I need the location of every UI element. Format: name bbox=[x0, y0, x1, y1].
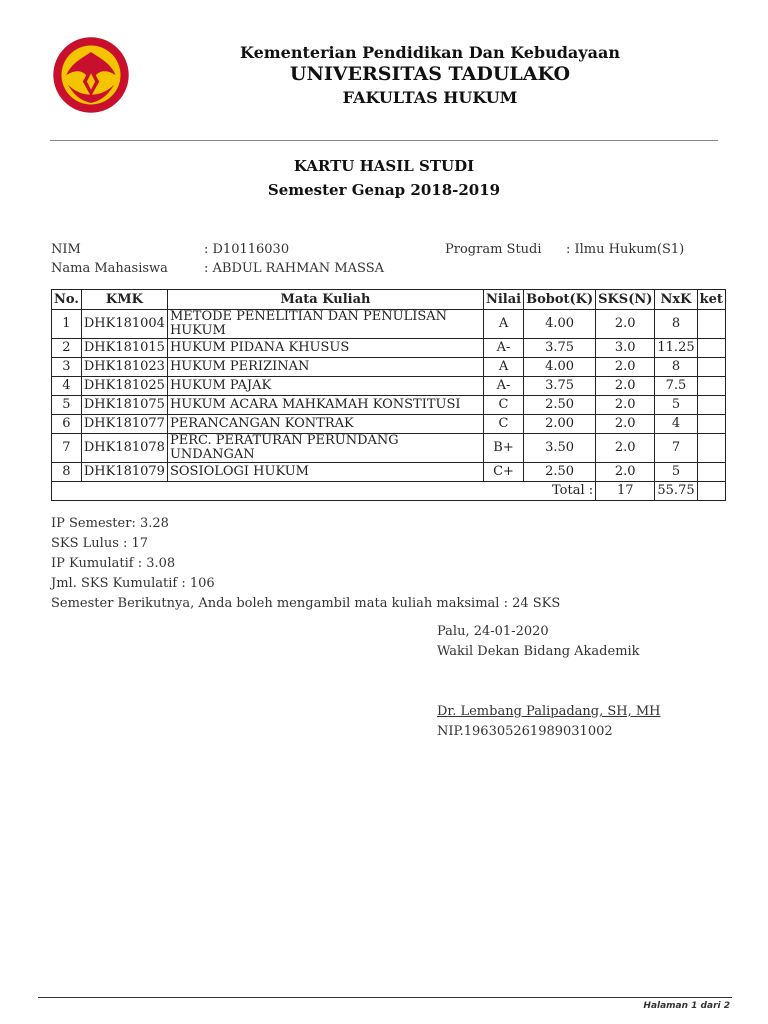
summary-block bbox=[51, 514, 560, 614]
row-bobot: 4.00 bbox=[524, 358, 596, 377]
row-sks: 2.0 bbox=[596, 434, 655, 463]
signer-nip: NIP.196305261989031002 bbox=[437, 724, 613, 739]
row-sks: 2.0 bbox=[596, 358, 655, 377]
row-ket bbox=[697, 377, 725, 396]
row-nilai: C+ bbox=[483, 463, 523, 482]
table-header-row bbox=[52, 290, 726, 310]
row-kmk: DHK181075 bbox=[81, 396, 167, 415]
sks-lulus: SKS Lulus : 17 bbox=[51, 536, 149, 551]
row-nilai: C bbox=[483, 415, 523, 434]
row-kmk: DHK181025 bbox=[81, 377, 167, 396]
row-ket bbox=[697, 339, 725, 358]
table-row bbox=[52, 310, 726, 339]
student-name-value: : ABDUL RAHMAN MASSA bbox=[204, 261, 384, 276]
total-label: Total : bbox=[52, 482, 596, 501]
row-nxk: 5 bbox=[655, 396, 697, 415]
row-bobot: 3.75 bbox=[524, 339, 596, 358]
row-sks: 2.0 bbox=[596, 463, 655, 482]
row-nilai: B+ bbox=[483, 434, 523, 463]
row-no: 5 bbox=[52, 396, 82, 415]
row-kmk: DHK181078 bbox=[81, 434, 167, 463]
table-row bbox=[52, 377, 726, 396]
table-row bbox=[52, 358, 726, 377]
row-mata-kuliah: SOSIOLOGI HUKUM bbox=[167, 463, 483, 482]
row-ket bbox=[697, 358, 725, 377]
row-bobot: 2.00 bbox=[524, 415, 596, 434]
sks-kumulatif: Jml. SKS Kumulatif : 106 bbox=[51, 576, 215, 591]
row-sks: 2.0 bbox=[596, 377, 655, 396]
row-ket bbox=[697, 396, 725, 415]
table-total-row bbox=[52, 482, 726, 501]
ip-semester: IP Semester: 3.28 bbox=[51, 516, 169, 531]
row-nxk: 11.25 bbox=[655, 339, 697, 358]
page-number: Halaman 1 dari 2 bbox=[643, 1001, 730, 1011]
document-title: KARTU HASIL STUDI bbox=[293, 157, 475, 175]
total-nxk: 55.75 bbox=[655, 482, 697, 501]
row-kmk: DHK181023 bbox=[81, 358, 167, 377]
row-nxk: 8 bbox=[655, 358, 697, 377]
col-header-ket: ket bbox=[697, 290, 725, 310]
university-name: UNIVERSITAS TADULAKO bbox=[289, 63, 571, 85]
row-mata-kuliah: PERC. PERATURAN PERUNDANG UNDANGAN bbox=[167, 434, 483, 463]
row-nxk: 7.5 bbox=[655, 377, 697, 396]
row-nxk: 5 bbox=[655, 463, 697, 482]
total-ket bbox=[697, 482, 725, 501]
table-row bbox=[52, 415, 726, 434]
col-header-nxk: NxK bbox=[655, 290, 697, 310]
semester-title: Semester Genap 2018-2019 bbox=[267, 181, 501, 199]
row-ket bbox=[697, 310, 725, 339]
row-ket bbox=[697, 463, 725, 482]
row-mata-kuliah: HUKUM PIDANA KHUSUS bbox=[167, 339, 483, 358]
row-nxk: 4 bbox=[655, 415, 697, 434]
row-no: 6 bbox=[52, 415, 82, 434]
row-kmk: DHK181004 bbox=[81, 310, 167, 339]
row-nilai: A bbox=[483, 310, 523, 339]
row-no: 8 bbox=[52, 463, 82, 482]
row-nilai: A- bbox=[483, 377, 523, 396]
row-sks: 2.0 bbox=[596, 396, 655, 415]
row-no: 2 bbox=[52, 339, 82, 358]
row-kmk: DHK181079 bbox=[81, 463, 167, 482]
program-label: Program Studi bbox=[445, 242, 542, 257]
nim-label: NIM bbox=[51, 242, 81, 257]
university-emblem-icon bbox=[50, 34, 132, 116]
row-ket bbox=[697, 434, 725, 463]
faculty-name: FAKULTAS HUKUM bbox=[342, 88, 518, 107]
total-sks: 17 bbox=[596, 482, 655, 501]
row-ket bbox=[697, 415, 725, 434]
grades-table bbox=[51, 289, 726, 501]
student-name-label: Nama Mahasiswa bbox=[51, 261, 168, 276]
row-bobot: 2.50 bbox=[524, 396, 596, 415]
table-row bbox=[52, 339, 726, 358]
ip-kumulatif: IP Kumulatif : 3.08 bbox=[51, 556, 176, 571]
col-header-sks: SKS(N) bbox=[596, 290, 655, 310]
header-divider bbox=[50, 140, 718, 141]
row-mata-kuliah: PERANCANGAN KONTRAK bbox=[167, 415, 483, 434]
table-body bbox=[52, 310, 726, 482]
next-semester-note: Semester Berikutnya, Anda boleh mengambil mata kuliah maksimal : 24 SKS bbox=[51, 596, 561, 611]
row-mata-kuliah: METODE PENELITIAN DAN PENULISAN HUKUM bbox=[167, 310, 483, 339]
row-no: 1 bbox=[52, 310, 82, 339]
col-header-no: No. bbox=[52, 290, 82, 310]
col-header-bobot: Bobot(K) bbox=[524, 290, 596, 310]
row-no: 7 bbox=[52, 434, 82, 463]
row-no: 4 bbox=[52, 377, 82, 396]
col-header-kmk: KMK bbox=[81, 290, 167, 310]
row-sks: 2.0 bbox=[596, 310, 655, 339]
nim-value: : D10116030 bbox=[204, 242, 290, 257]
row-nilai: A- bbox=[483, 339, 523, 358]
col-header-nilai: Nilai bbox=[483, 290, 523, 310]
row-kmk: DHK181015 bbox=[81, 339, 167, 358]
row-bobot: 4.00 bbox=[524, 310, 596, 339]
row-nilai: A bbox=[483, 358, 523, 377]
row-nxk: 7 bbox=[655, 434, 697, 463]
row-nxk: 8 bbox=[655, 310, 697, 339]
row-bobot: 3.75 bbox=[524, 377, 596, 396]
row-mata-kuliah: HUKUM ACARA MAHKAMAH KONSTITUSI bbox=[167, 396, 483, 415]
table-row bbox=[52, 463, 726, 482]
row-sks: 3.0 bbox=[596, 339, 655, 358]
row-bobot: 2.50 bbox=[524, 463, 596, 482]
signer-name: Dr. Lembang Palipadang, SH, MH bbox=[437, 704, 661, 719]
row-sks: 2.0 bbox=[596, 415, 655, 434]
place-date: Palu, 24-01-2020 bbox=[437, 624, 549, 639]
table-row bbox=[52, 396, 726, 415]
row-mata-kuliah: HUKUM PERIZINAN bbox=[167, 358, 483, 377]
row-bobot: 3.50 bbox=[524, 434, 596, 463]
footer-divider bbox=[38, 997, 732, 998]
signer-position: Wakil Dekan Bidang Akademik bbox=[437, 644, 640, 659]
table-row bbox=[52, 434, 726, 463]
row-mata-kuliah: HUKUM PAJAK bbox=[167, 377, 483, 396]
program-value: : Ilmu Hukum(S1) bbox=[566, 242, 685, 257]
col-header-mata-kuliah: Mata Kuliah bbox=[167, 290, 483, 310]
row-nilai: C bbox=[483, 396, 523, 415]
ministry-name: Kementerian Pendidikan Dan Kebudayaan bbox=[240, 43, 620, 62]
row-no: 3 bbox=[52, 358, 82, 377]
row-kmk: DHK181077 bbox=[81, 415, 167, 434]
